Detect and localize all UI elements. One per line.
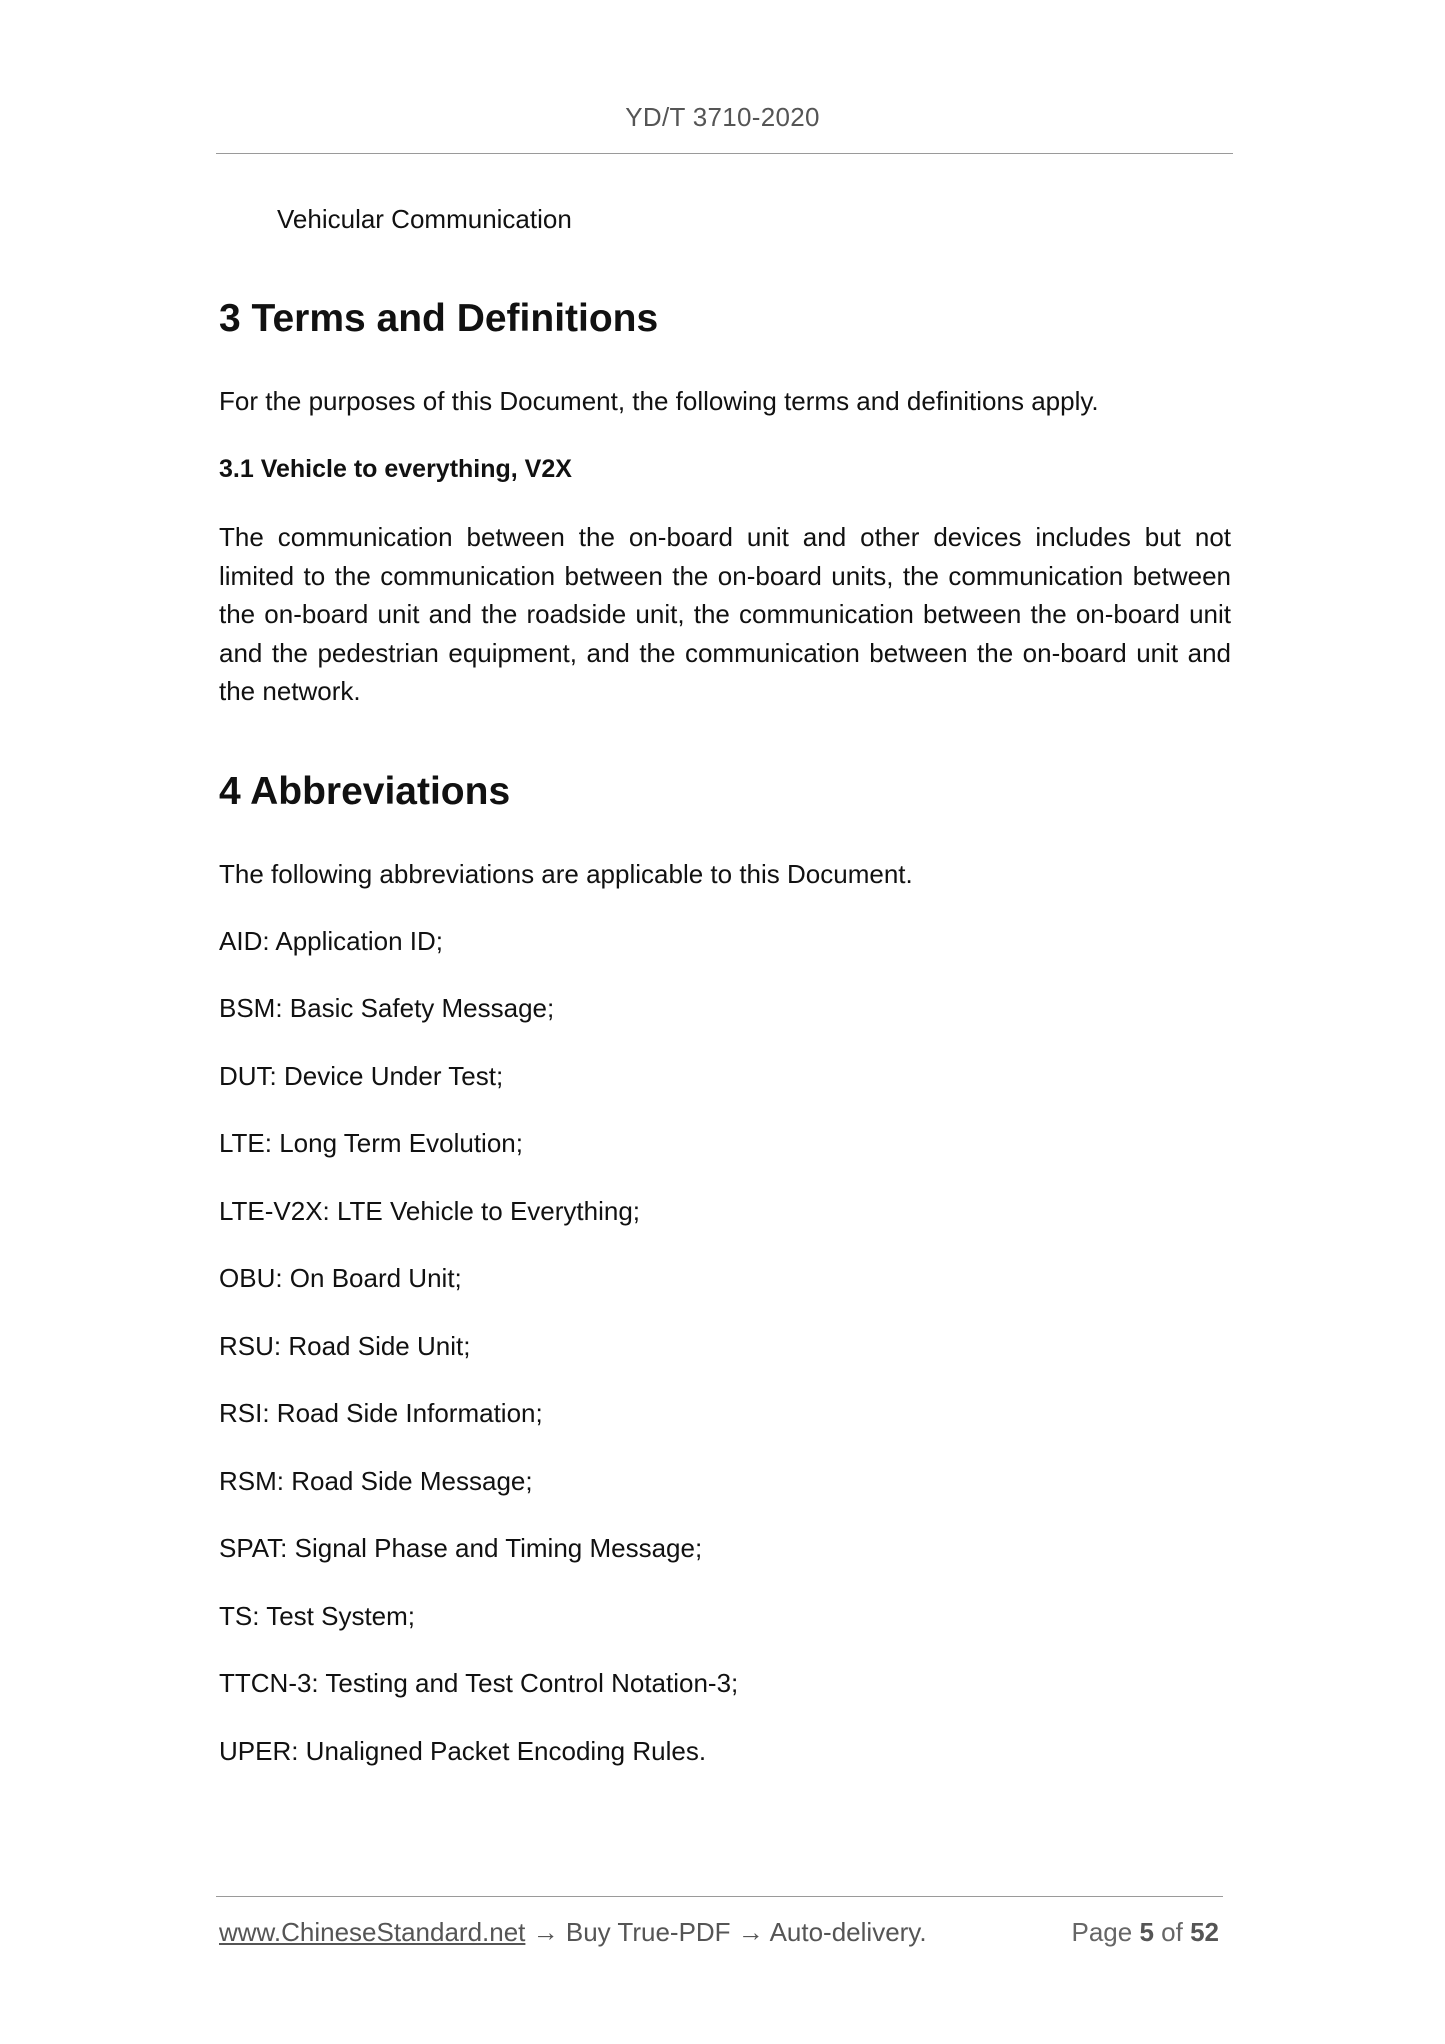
total-pages: 52 bbox=[1190, 1917, 1219, 1947]
promo-text: → Buy True-PDF → Auto-delivery. bbox=[525, 1917, 927, 1947]
abbreviation-item: TS: Test System; bbox=[219, 1600, 416, 1631]
continued-text: Vehicular Communication bbox=[277, 204, 572, 234]
page-indicator bbox=[1071, 1913, 1219, 1951]
section-4-intro: The following abbreviations are applicable to this Document. bbox=[219, 858, 913, 889]
footer-divider bbox=[216, 1896, 1223, 1897]
page-content bbox=[219, 200, 1231, 1799]
abbreviation-item: TTCN-3: Testing and Test Control Notation-3; bbox=[219, 1668, 739, 1698]
term-definition: The communication between the on-board unit and other devices includes but not limited to the communication between the on-board units, the communication between the on-board unit and the roadside unit, the communication between the on-board unit and the pedestrian equipment, and the communication between the on-board unit and the network. bbox=[219, 522, 1231, 706]
abbreviation-item: OBU: On Board Unit; bbox=[219, 1263, 462, 1293]
abbreviation-item: LTE: Long Term Evolution; bbox=[219, 1128, 523, 1158]
document-header bbox=[0, 102, 1445, 133]
header-divider bbox=[216, 153, 1233, 154]
section-3-intro: For the purposes of this Document, the following terms and definitions apply. bbox=[219, 386, 1099, 416]
abbreviation-item: DUT: Device Under Test; bbox=[219, 1060, 504, 1091]
abbreviation-item: BSM: Basic Safety Message; bbox=[219, 993, 555, 1023]
abbreviation-item: AID: Application ID; bbox=[219, 925, 443, 956]
page-label: Page bbox=[1071, 1917, 1133, 1947]
abbreviation-item: UPER: Unaligned Packet Encoding Rules. bbox=[219, 1735, 707, 1766]
term-title: 3.1 Vehicle to everything, V2X bbox=[219, 455, 572, 483]
section-4-heading: 4 Abbreviations bbox=[219, 769, 511, 813]
abbreviation-item: RSM: Road Side Message; bbox=[219, 1465, 533, 1496]
website-link[interactable]: www.ChineseStandard.net bbox=[219, 1917, 526, 1947]
of-label: of bbox=[1161, 1917, 1183, 1947]
abbreviation-item: LTE-V2X: LTE Vehicle to Everything; bbox=[219, 1195, 641, 1226]
abbreviation-item: RSI: Road Side Information; bbox=[219, 1398, 543, 1428]
standard-number: YD/T 3710-2020 bbox=[625, 102, 820, 132]
page-number: 5 bbox=[1139, 1917, 1154, 1947]
abbreviation-item: RSU: Road Side Unit; bbox=[219, 1330, 471, 1361]
page-footer bbox=[219, 1913, 1219, 1951]
abbreviation-item: SPAT: Signal Phase and Timing Message; bbox=[219, 1533, 703, 1563]
section-3-heading: 3 Terms and Definitions bbox=[219, 297, 659, 340]
abbreviation-list bbox=[219, 922, 1231, 1770]
